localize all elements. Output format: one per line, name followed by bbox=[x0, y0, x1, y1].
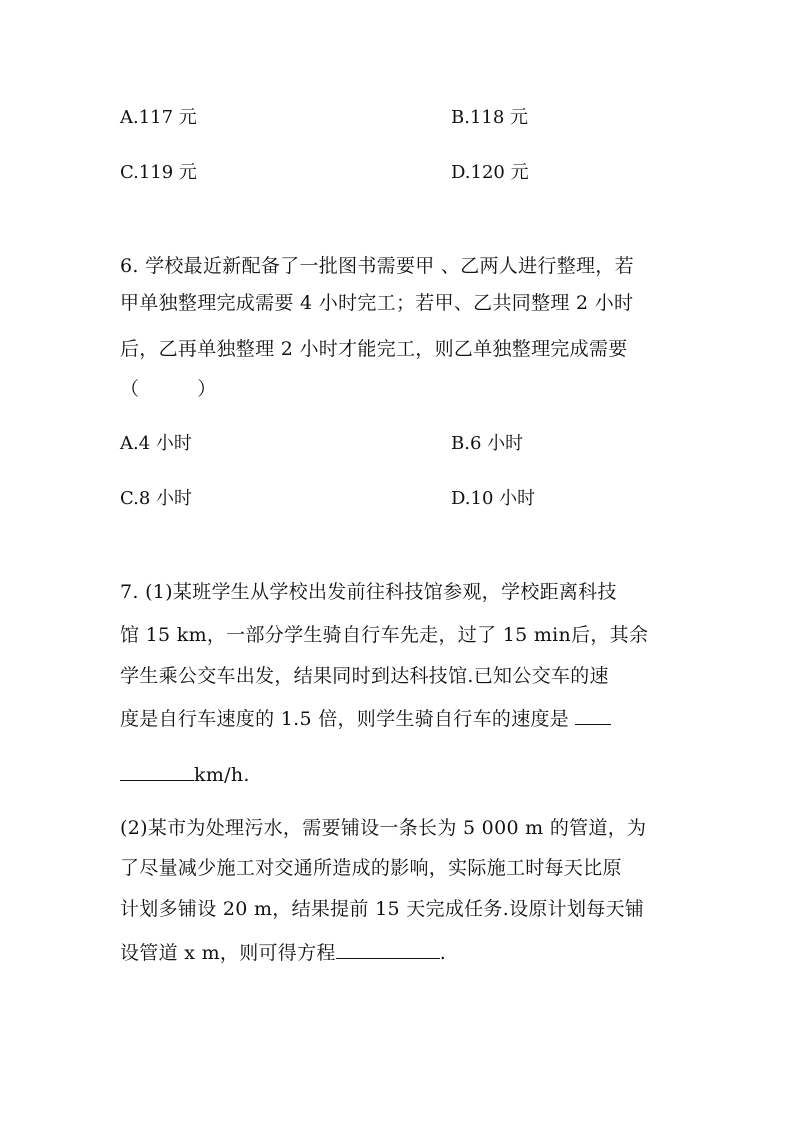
q5-option-c[interactable]: C.119 元 bbox=[120, 162, 197, 183]
q7-part2-line-4 bbox=[120, 940, 446, 965]
q7-part1-line-4 bbox=[120, 706, 611, 731]
q7-part1-line-1: 7. (1)某班学生从学校出发前往科技馆参观，学校距离科技 bbox=[120, 581, 617, 603]
q6-stem-line-1: 6. 学校最近新配备了一批图书需要甲 、乙两人进行整理，若 bbox=[120, 255, 634, 277]
q7-part2-equation-blank[interactable] bbox=[336, 940, 440, 959]
q7-part1-blank-start[interactable] bbox=[575, 706, 611, 725]
q7-part2-line-3: 计划多铺设 20 m，结果提前 15 天完成任务.设原计划每天铺 bbox=[120, 898, 645, 920]
q7-part2-line-1: (2)某市为处理污水，需要铺设一条长为 5 000 m 的管道，为 bbox=[120, 817, 647, 839]
q6-option-a[interactable]: A.4 小时 bbox=[120, 433, 192, 454]
q6-answer-bracket: （ ） bbox=[120, 378, 217, 400]
q6-option-c[interactable]: C.8 小时 bbox=[120, 488, 193, 509]
q5-option-b[interactable]: B.118 元 bbox=[451, 107, 529, 128]
q7-part1-unit: km/h. bbox=[194, 764, 250, 786]
q6-stem-line-2: 甲单独整理完成需要 4 小时完工；若甲、乙共同整理 2 小时 bbox=[120, 292, 634, 314]
q7-part1-blank[interactable] bbox=[120, 762, 194, 781]
q7-part2-end: . bbox=[439, 942, 447, 964]
q5-option-d[interactable]: D.120 元 bbox=[451, 162, 529, 183]
q6-stem-line-3: 后，乙再单独整理 2 小时才能完工，则乙单独整理完成需要 bbox=[120, 338, 628, 360]
q5-option-a[interactable]: A.117 元 bbox=[120, 107, 197, 128]
q6-option-b[interactable]: B.6 小时 bbox=[451, 433, 524, 454]
q7-part1-line-3: 学生乘公交车出发，结果同时到达科技馆.已知公交车的速 bbox=[120, 665, 609, 687]
q7-part1-line-4-text: 度是自行车速度的 1.5 倍，则学生骑自行车的速度是 bbox=[120, 708, 576, 730]
q7-part2-line-4-text: 设管道 x m，则可得方程 bbox=[120, 942, 336, 964]
q7-part1-answer-line bbox=[120, 762, 250, 787]
q7-part1-line-2: 馆 15 km，一部分学生骑自行车先走，过了 15 min后，其余 bbox=[120, 624, 649, 646]
q6-option-d[interactable]: D.10 小时 bbox=[451, 488, 536, 509]
q7-part2-line-2: 了尽量减少施工对交通所造成的影响，实际施工时每天比原 bbox=[120, 857, 622, 879]
